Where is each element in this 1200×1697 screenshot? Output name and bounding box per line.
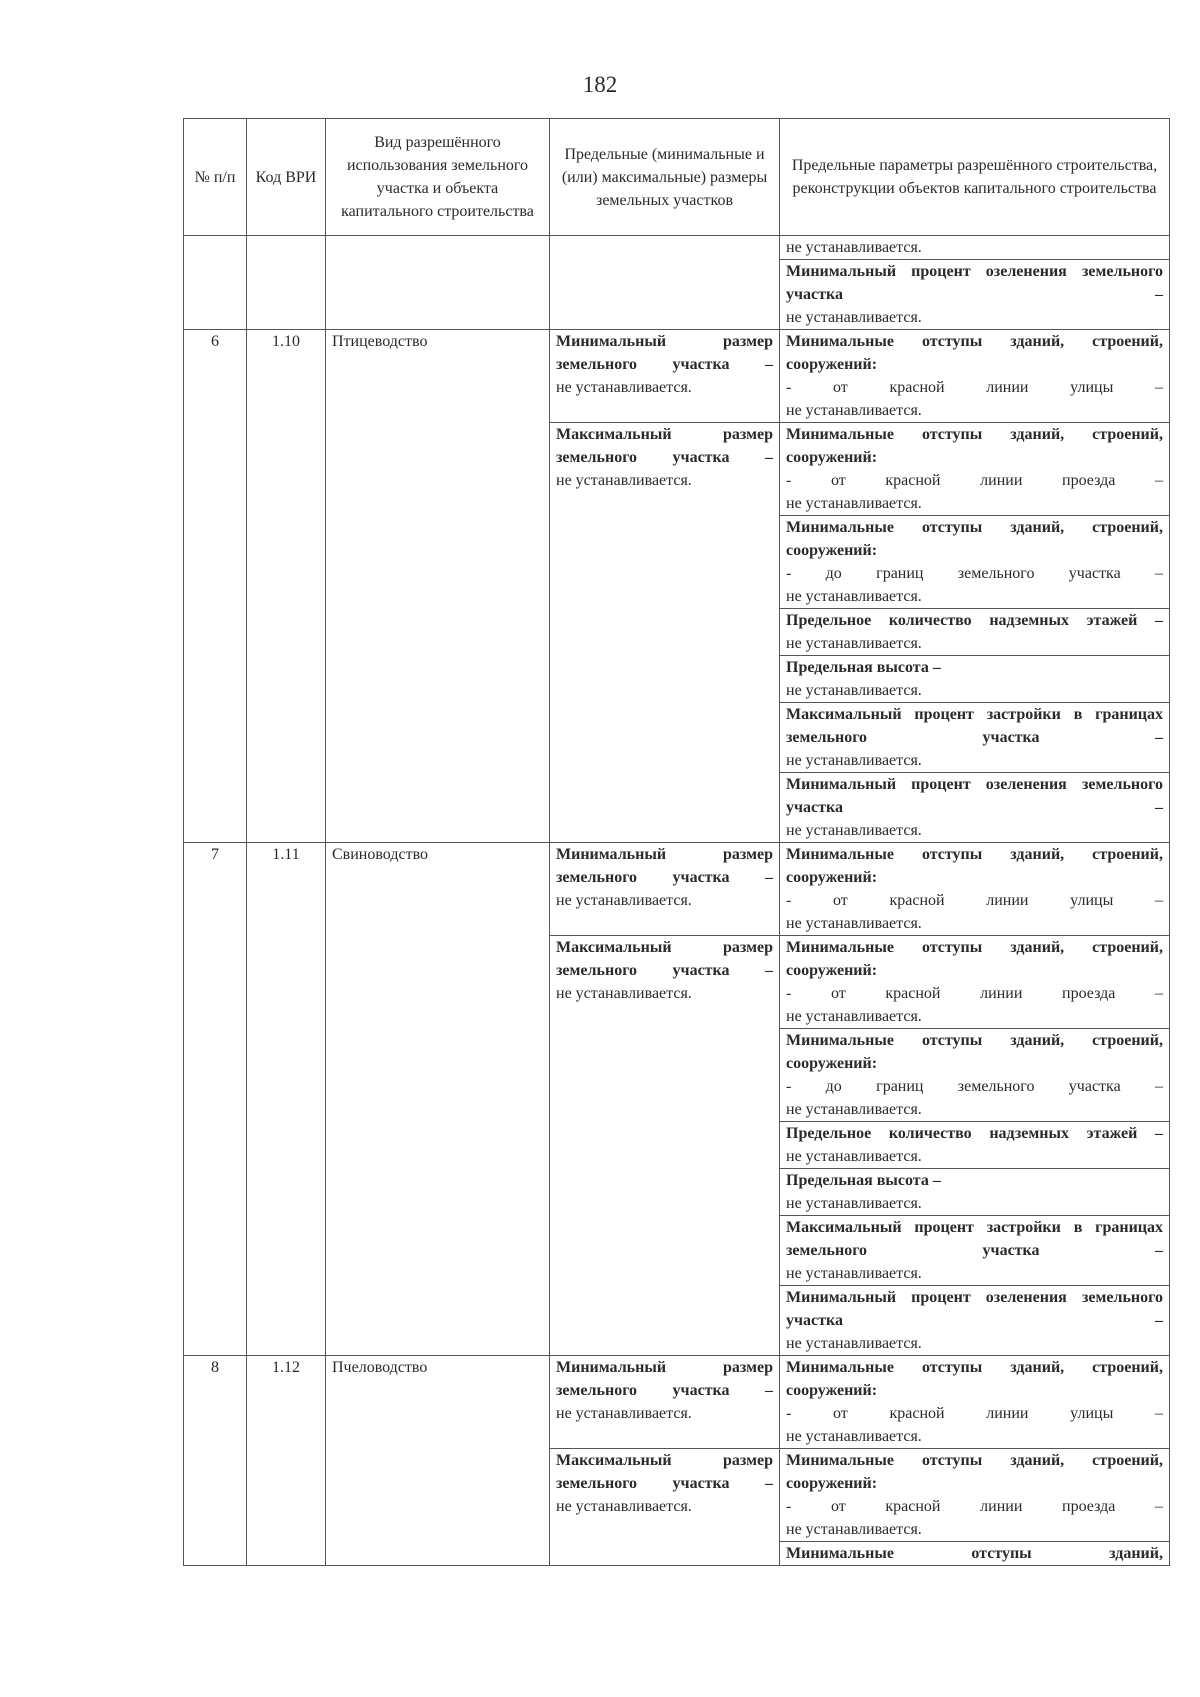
param-cell: Предельное количество надземных этажей – не устанавливается.	[780, 609, 1170, 656]
row-kind: Свиноводство	[326, 843, 550, 1356]
param-cell: Минимальные отступы зданий, строений, сооружений: - от красной линии улицы – не устанавливается.	[780, 330, 1170, 423]
row-number: 8	[184, 1356, 247, 1566]
param-cell: Минимальный процент озеленения земельного участка – не устанавливается.	[780, 260, 1170, 330]
param-cell: Предельная высота – не устанавливается.	[780, 656, 1170, 703]
header-num: № п/п	[184, 119, 247, 236]
param-cell: Минимальные отступы зданий,	[780, 1542, 1170, 1566]
header-kind: Вид разрешённого использования земельного участка и объекта капитального строительства	[326, 119, 550, 236]
table-row	[184, 330, 1170, 423]
min-size-cell: Минимальный размер земельного участка – не устанавливается.	[550, 1356, 780, 1449]
row-kind: Пчеловодство	[326, 1356, 550, 1566]
param-cell: Минимальные отступы зданий, строений, сооружений: - до границ земельного участка – не устанавливается.	[780, 516, 1170, 609]
param-cell: не устанавливается.	[780, 236, 1170, 260]
row-code: 1.11	[247, 843, 326, 1356]
max-size-cell: Максимальный размер земельного участка – не устанавливается.	[550, 423, 780, 843]
param-cell: Минимальные отступы зданий, строений, сооружений: - от красной линии улицы – не устанавливается.	[780, 843, 1170, 936]
row-number: 6	[184, 330, 247, 843]
land-use-table	[183, 118, 1170, 1566]
table-row	[184, 843, 1170, 936]
param-cell: Минимальный процент озеленения земельного участка – не устанавливается.	[780, 773, 1170, 843]
min-size-cell: Минимальный размер земельного участка – не устанавливается.	[550, 330, 780, 423]
header-code: Код ВРИ	[247, 119, 326, 236]
header-params: Предельные параметры разрешённого строительства, реконструкции объектов капитального строительства	[780, 119, 1170, 236]
row-kind: Птицеводство	[326, 330, 550, 843]
table-row	[184, 1356, 1170, 1449]
param-cell: Минимальный процент озеленения земельного участка – не устанавливается.	[780, 1286, 1170, 1356]
param-cell: Максимальный процент застройки в границах земельного участка – не устанавливается.	[780, 1216, 1170, 1286]
table-header-row	[184, 119, 1170, 236]
param-cell: Минимальные отступы зданий, строений, сооружений: - до границ земельного участка – не устанавливается.	[780, 1029, 1170, 1122]
param-cell: Предельная высота – не устанавливается.	[780, 1169, 1170, 1216]
header-limits: Предельные (минимальные и (или) максимальные) размеры земельных участков	[550, 119, 780, 236]
row-number: 7	[184, 843, 247, 1356]
row-code: 1.10	[247, 330, 326, 843]
param-cell: Минимальные отступы зданий, строений, сооружений: - от красной линии проезда – не устанавливается.	[780, 936, 1170, 1029]
param-cell: Минимальные отступы зданий, строений, сооружений: - от красной линии проезда – не устанавливается.	[780, 423, 1170, 516]
min-size-cell: Минимальный размер земельного участка – не устанавливается.	[550, 843, 780, 936]
table-row	[184, 236, 1170, 260]
param-cell: Минимальные отступы зданий, строений, сооружений: - от красной линии проезда – не устанавливается.	[780, 1449, 1170, 1542]
max-size-cell: Максимальный размер земельного участка – не устанавливается.	[550, 936, 780, 1356]
param-cell: Максимальный процент застройки в границах земельного участка – не устанавливается.	[780, 703, 1170, 773]
param-cell: Предельное количество надземных этажей – не устанавливается.	[780, 1122, 1170, 1169]
max-size-cell: Максимальный размер земельного участка – не устанавливается.	[550, 1449, 780, 1566]
row-code: 1.12	[247, 1356, 326, 1566]
param-cell: Минимальные отступы зданий, строений, сооружений: - от красной линии улицы – не устанавливается.	[780, 1356, 1170, 1449]
page-number: 182	[582, 72, 618, 97]
